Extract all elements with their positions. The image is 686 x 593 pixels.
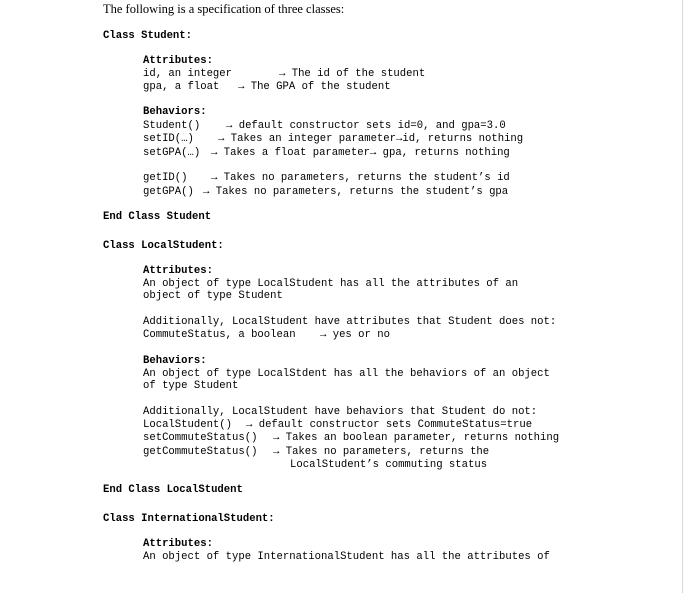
student-attr-gpa-desc: → The GPA of the student <box>238 81 391 93</box>
student-attributes-label: Attributes: <box>143 55 213 67</box>
student-beh-setid: setID(…) <box>143 133 194 145</box>
student-beh-getid-desc: → Takes no parameters, returns the student’s id <box>211 172 510 184</box>
student-beh-student-desc: → default constructor sets id=0, and gpa=3.0 <box>226 120 506 132</box>
student-beh-student: Student() <box>143 120 201 132</box>
intl-class-header: Class InternationalStudent: <box>103 513 275 525</box>
student-beh-setgpa-desc: → Takes a float parameter→ gpa, returns nothing <box>211 147 510 159</box>
local-attr-line2: object of type Student <box>143 290 283 302</box>
intro-text: The following is a specification of three classes: <box>103 2 345 16</box>
student-attr-id: id, an integer <box>143 68 233 80</box>
local-beh-line2: of type Student <box>143 380 239 392</box>
local-setter: setCommuteStatus() <box>143 432 258 444</box>
student-attr-id-desc: → The id of the student <box>279 68 426 80</box>
local-class-header: Class LocalStudent: <box>103 240 224 252</box>
student-beh-setgpa: setGPA(…) <box>143 147 201 159</box>
local-behaviors-label: Behaviors: <box>143 355 207 367</box>
local-beh-line1: An object of type LocalStdent has all the behaviors of an object <box>143 368 550 380</box>
student-beh-setid-desc: → Takes an integer parameter→id, returns nothing <box>218 133 524 145</box>
student-beh-getid: getID() <box>143 172 188 184</box>
student-attr-gpa: gpa, a float <box>143 81 220 93</box>
local-ctor-desc: → default constructor sets CommuteStatus=true <box>246 419 533 431</box>
student-beh-getgpa-desc: → Takes no parameters, returns the student’s gpa <box>203 186 509 198</box>
local-setter-desc: → Takes an boolean parameter, returns nothing <box>273 432 560 444</box>
local-getter-desc: → Takes no parameters, returns the <box>273 446 490 458</box>
local-additional-attrs: Additionally, LocalStudent have attributes that Student does not: <box>143 316 557 328</box>
local-ctor: LocalStudent() <box>143 419 233 431</box>
local-commute-attr: CommuteStatus, a boolean <box>143 329 296 341</box>
local-commute-attr-desc: → yes or no <box>320 329 390 341</box>
student-beh-getgpa: getGPA() <box>143 186 194 198</box>
local-class-end: End Class LocalStudent <box>103 484 243 496</box>
intl-attributes-label: Attributes: <box>143 538 213 550</box>
local-additional-behaviors: Additionally, LocalStudent have behaviors that Student do not: <box>143 406 538 418</box>
student-class-header: Class Student: <box>103 30 193 42</box>
intl-attr-line1: An object of type InternationalStudent has all the attributes of <box>143 551 550 563</box>
student-class-end: End Class Student <box>103 211 212 223</box>
local-getter-desc-cont: LocalStudent’s commuting status <box>290 459 488 471</box>
local-getter: getCommuteStatus() <box>143 446 258 458</box>
student-behaviors-label: Behaviors: <box>143 106 207 118</box>
local-attr-line1: An object of type LocalStudent has all the attributes of an <box>143 278 519 290</box>
local-attributes-label: Attributes: <box>143 265 213 277</box>
